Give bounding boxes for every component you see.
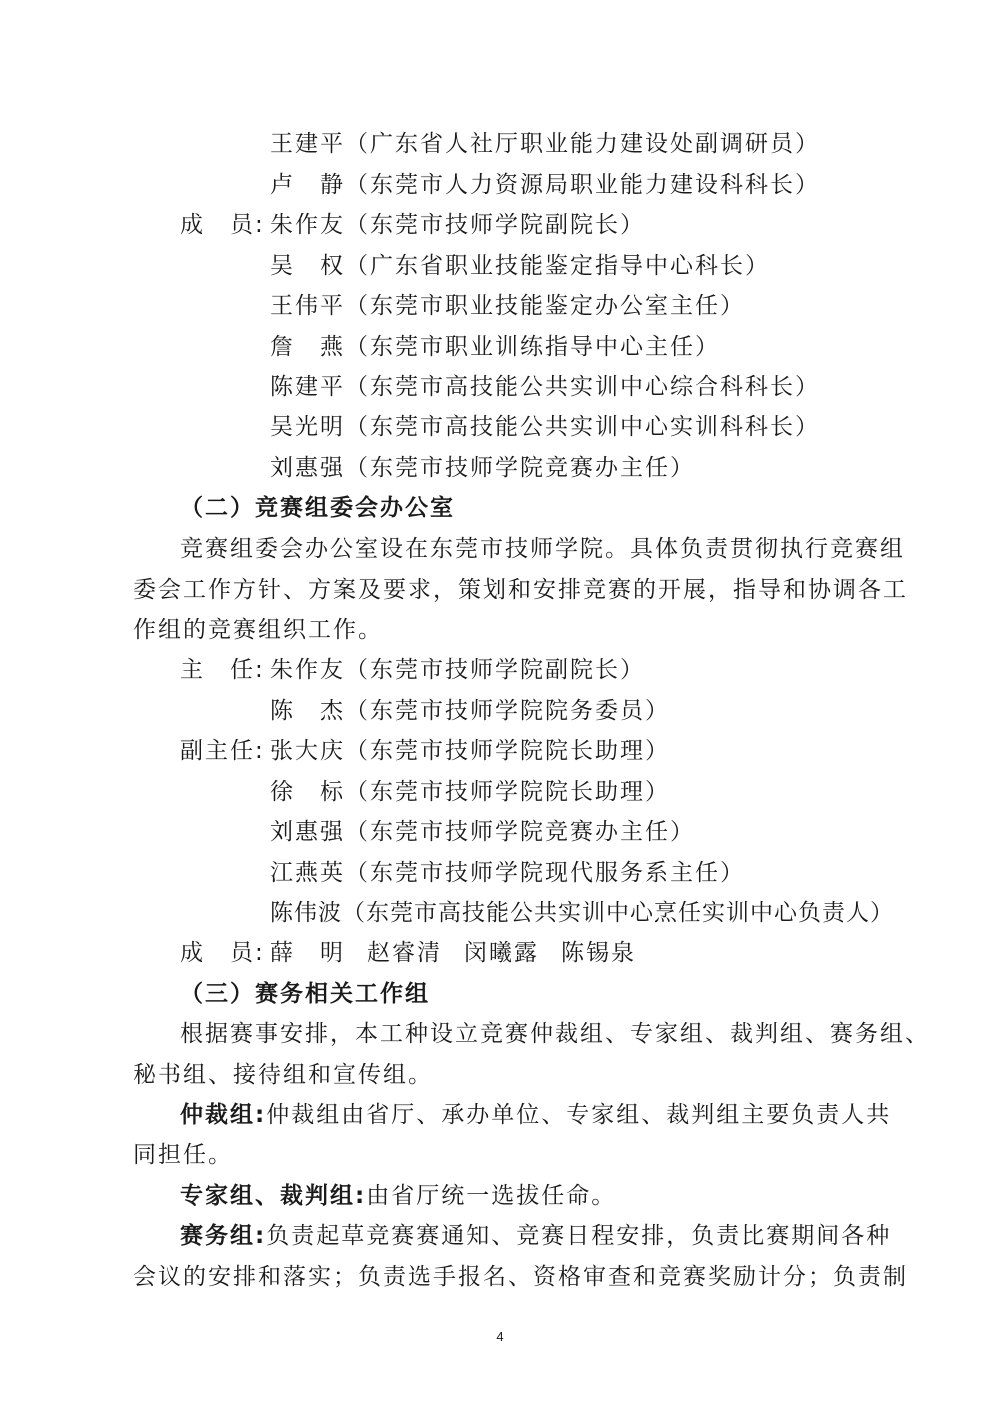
group-text: 负责起草竞赛赛通知、竞赛日程安排，负责比赛期间各种 [266,1223,892,1249]
member-name: 赵睿清 [367,940,442,966]
expert-line [180,1181,616,1211]
role-label: 成 员: [180,212,265,238]
paragraph-line: 委会工作方针、方案及要求，策划和安排竞赛的开展，指导和协调各工 [133,577,908,603]
member-line: 刘惠强（东莞市技师学院竞赛办主任） [270,819,695,845]
member-line: 徐 标（东莞市技师学院院长助理） [270,779,670,805]
group-label: 专家组、裁判组: [180,1183,367,1209]
member-name: 陈锡泉 [561,940,636,966]
member-line: 刘惠强（东莞市技师学院竞赛办主任） [270,455,695,481]
member-name: 闵曦露 [464,940,539,966]
paragraph-line: 作组的竞赛组织工作。 [133,617,383,643]
paragraph-line: 同担任。 [133,1142,233,1168]
role-label: 主 任: [180,657,265,683]
group-text: 仲裁组由省厅、承办单位、专家组、裁判组主要负责人共 [266,1102,892,1128]
director-role-line [180,655,645,685]
members-role-line [180,210,645,240]
section-heading: （三）赛务相关工作组 [180,981,430,1007]
office-members-line [180,938,658,968]
group-label: 仲裁组: [180,1102,267,1128]
member-line: 江燕英（东莞市技师学院现代服务系主任） [270,860,745,886]
page-number: 4 [496,1329,504,1344]
member-entry: 朱作友（东莞市技师学院副院长） [270,657,645,683]
paragraph-line: 竞赛组委会办公室设在东莞市技师学院。具体负责贯彻执行竞赛组 [180,536,905,562]
deputy-role-line [180,736,670,766]
member-line: 吴 权（广东省职业技能鉴定指导中心科长） [270,253,770,279]
group-text: 由省厅统一选拔任命。 [366,1183,617,1209]
member-entry: 朱作友（东莞市技师学院副院长） [270,212,645,238]
role-label: 副主任: [180,738,265,764]
arbitration-line [180,1100,891,1130]
paragraph-line: 秘书组、接待组和宣传组。 [133,1062,433,1088]
member-line: 陈 杰（东莞市技师学院院务委员） [270,698,670,724]
affairs-line [180,1221,891,1251]
member-line: 王伟平（东莞市职业技能鉴定办公室主任） [270,293,745,319]
member-line: 王建平（广东省人社厅职业能力建设处副调研员） [270,131,820,157]
group-label: 赛务组: [180,1223,267,1249]
role-label: 成 员: [180,940,265,966]
member-line: 詹 燕（东莞市职业训练指导中心主任） [270,334,720,360]
section-heading: （二）竞赛组委会办公室 [180,495,455,521]
member-line: 陈建平（东莞市高技能公共实训中心综合科科长） [270,374,820,400]
member-line: 吴光明（东莞市高技能公共实训中心实训科科长） [270,414,820,440]
member-entry: 张大庆（东莞市技师学院院长助理） [270,738,670,764]
paragraph-line: 根据赛事安排，本工种设立竞赛仲裁组、专家组、裁判组、赛务组、 [180,1021,930,1047]
member-name: 薛 明 [270,940,345,966]
member-line: 卢 静（东莞市人力资源局职业能力建设科科长） [270,172,820,198]
member-line: 陈伟波（东莞市高技能公共实训中心烹任实训中心负责人） [270,900,894,926]
paragraph-line: 会议的安排和落实；负责选手报名、资格审查和竞赛奖励计分；负责制 [133,1264,908,1290]
